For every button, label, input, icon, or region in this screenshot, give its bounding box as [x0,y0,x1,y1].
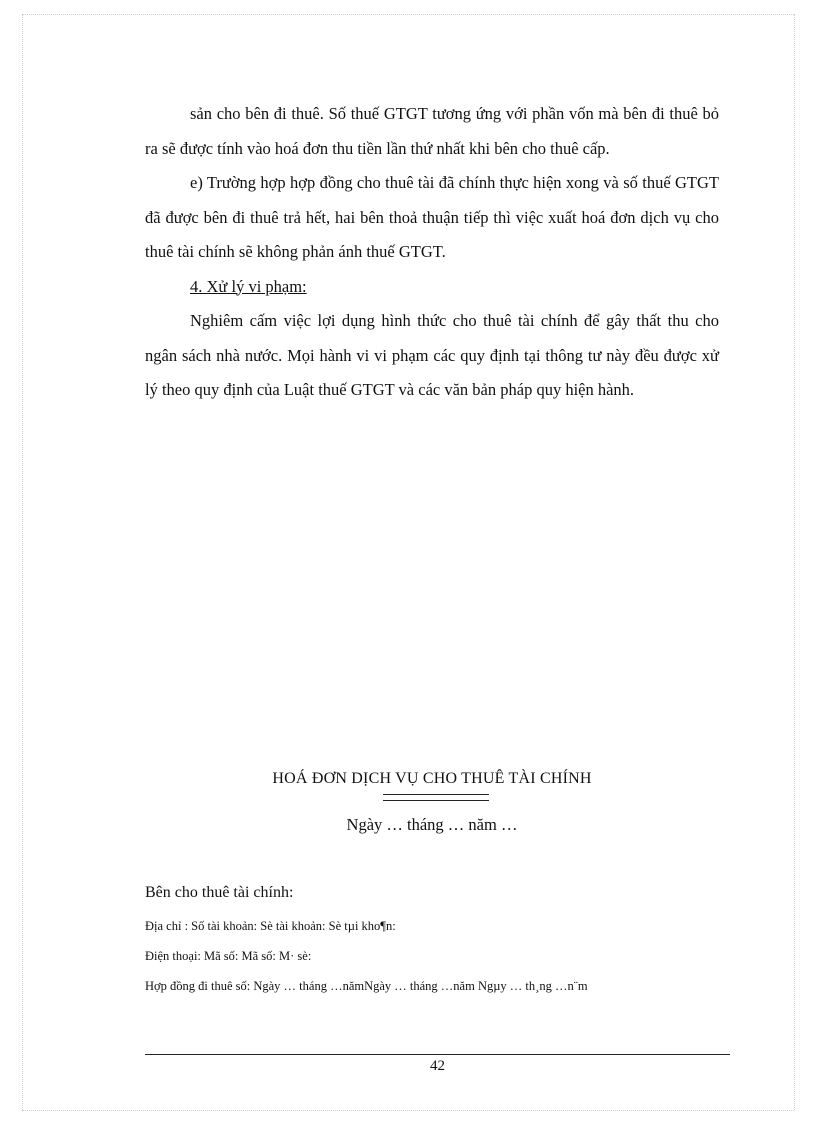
title-underline-rule [383,794,489,801]
page-number: 42 [430,1058,445,1074]
invoice-date-line: Ngày … tháng … năm … [346,815,518,834]
section-heading-text: 4. Xử lý vi phạm: [190,276,307,296]
invoice-title: HOÁ ĐƠN DỊCH VỤ CHO THUÊ TÀI CHÍNH [272,770,592,787]
contract-field-line: Hợp đồng đi thuê số: Ngày … tháng …nămNgày … tháng …năm Ngµy … th¸ng …n¨m [145,979,588,993]
address-field-line: Địa chỉ : Số tài khoản: Sè tài khoản: Sè tµi kho¶n: [145,919,396,933]
page-border-bottom [22,1110,794,1111]
paragraph-continuation: sản cho bên đi thuê. Số thuế GTGT tương ứng với phần vốn mà bên đi thuê bỏ ra sẽ được tính vào hoá đơn thu tiền lần thứ nhất khi bên cho thuê cấp. [145,104,719,158]
page-border-right [794,14,795,1110]
lessor-label: Bên cho thuê tài chính: [145,884,294,901]
section-heading [145,270,719,305]
body-text [145,97,719,408]
page-border-left [22,14,23,1110]
footer-rule [145,1054,730,1055]
paragraph-violations: Nghiêm cấm việc lợi dụng hình thức cho thuê tài chính để gây thất thu cho ngân sách nhà nước. Mọi hành vi vi phạm các quy định tại thông tư này đều được xử lý theo quy định của Luật thuế GTGT và các văn bản pháp quy hiện hành. [145,311,719,399]
page-border-top [22,14,794,15]
phone-field-line: Điện thoại: Mã số: Mã số: M· sè: [145,949,312,963]
paragraph-item-e: e) Trường hợp hợp đồng cho thuê tài đã chính thực hiện xong và số thuế GTGT đã được bên đi thuê trả hết, hai bên thoả thuận tiếp thì việc xuất hoá đơn dịch vụ cho thuê tài chính sẽ không phản ánh thuế GTGT. [145,173,719,261]
